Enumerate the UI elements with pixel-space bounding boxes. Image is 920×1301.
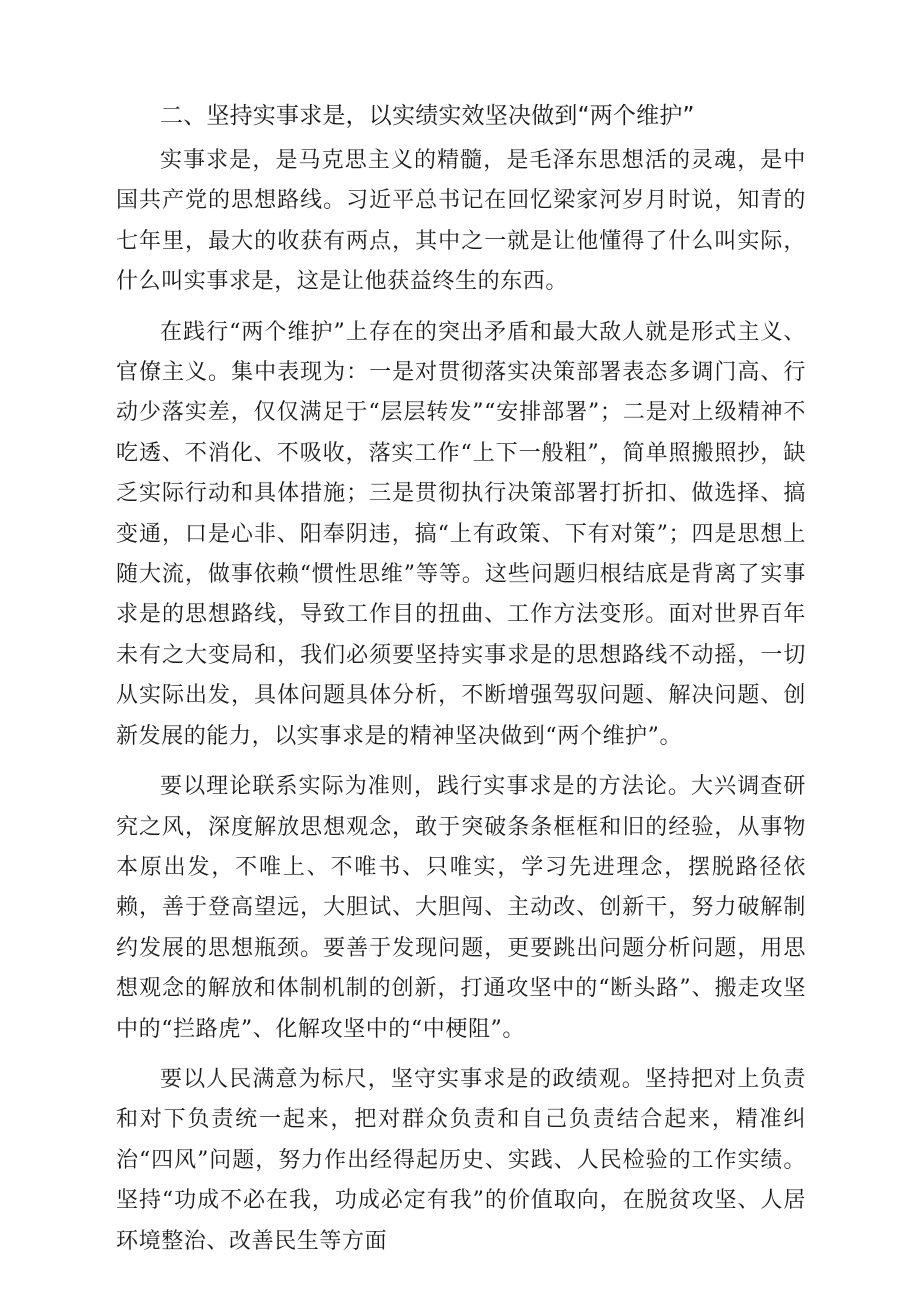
- paragraph-2: 在践行“两个维护”上存在的突出矛盾和最大敌人就是形式主义、官僚主义。集中表现为：一是对贯彻落实决策部署表态多调门高、行动少落实差，仅仅满足于“层层转发”“安排部署”；二是对上级精神不吃透、不消化、不吸收，落实工作“上下一般粗”，简单照搬照抄，缺乏实际行动和具体措施；三是贯彻执行决策部署打折扣、做选择、搞变通，口是心非、阳奉阴违，搞“上有政策、下有对策”；四是思想上随大流，做事依赖“惯性思维”等等。这些问题归根结底是背离了实事求是的思想路线，导致工作目的扭曲、工作方法变形。面对世界百年未有之大变局和，我们必须要坚持实事求是的思想路线不动摇，一切从实际出发，具体问题具体分析，不断增强驾驭问题、解决问题、创新发展的能力，以实事求是的精神坚决做到“两个维护”。: [116, 319, 806, 749]
- document-body: [116, 95, 806, 1262]
- paragraph-1: 实事求是，是马克思主义的精髓，是毛泽东思想活的灵魂，是中国共产党的思想路线。习近平总书记在回忆梁家河岁月时说，知青的七年里，最大的收获有两点，其中之一就是让他懂得了什么叫实际，什么叫实事求是，这是让他获益终生的东西。: [116, 148, 806, 295]
- section-heading: 二、坚持实事求是，以实绩实效坚决做到“两个维护”: [160, 103, 695, 129]
- paragraph-4: 要以人民满意为标尺，坚守实事求是的政绩观。坚持把对上负责和对下负责统一起来，把对群众负责和自己负责结合起来，精准纠治“四风”问题，努力作出经得起历史、实践、人民检验的工作实绩。坚持“功成不必在我，功成必定有我”的价值取向，在脱贫攻坚、人居环境整治、改善民生等方面: [116, 1066, 806, 1254]
- paragraph-3: 要以理论联系实际为准则，践行实事求是的方法论。大兴调查研究之风，深度解放思想观念，敢于突破条条框框和旧的经验，从事物本原出发，不唯上、不唯书、只唯实，学习先进理念，摆脱路径依赖，善于登高望远，大胆试、大胆闯、主动改、创新干，努力破解制约发展的思想瓶颈。要善于发现问题，更要跳出问题分析问题，用思想观念的解放和体制机制的创新，打通攻坚中的“断头路”、搬走攻坚中的“拦路虎”、化解攻坚中的“中梗阻”。: [116, 774, 806, 1042]
